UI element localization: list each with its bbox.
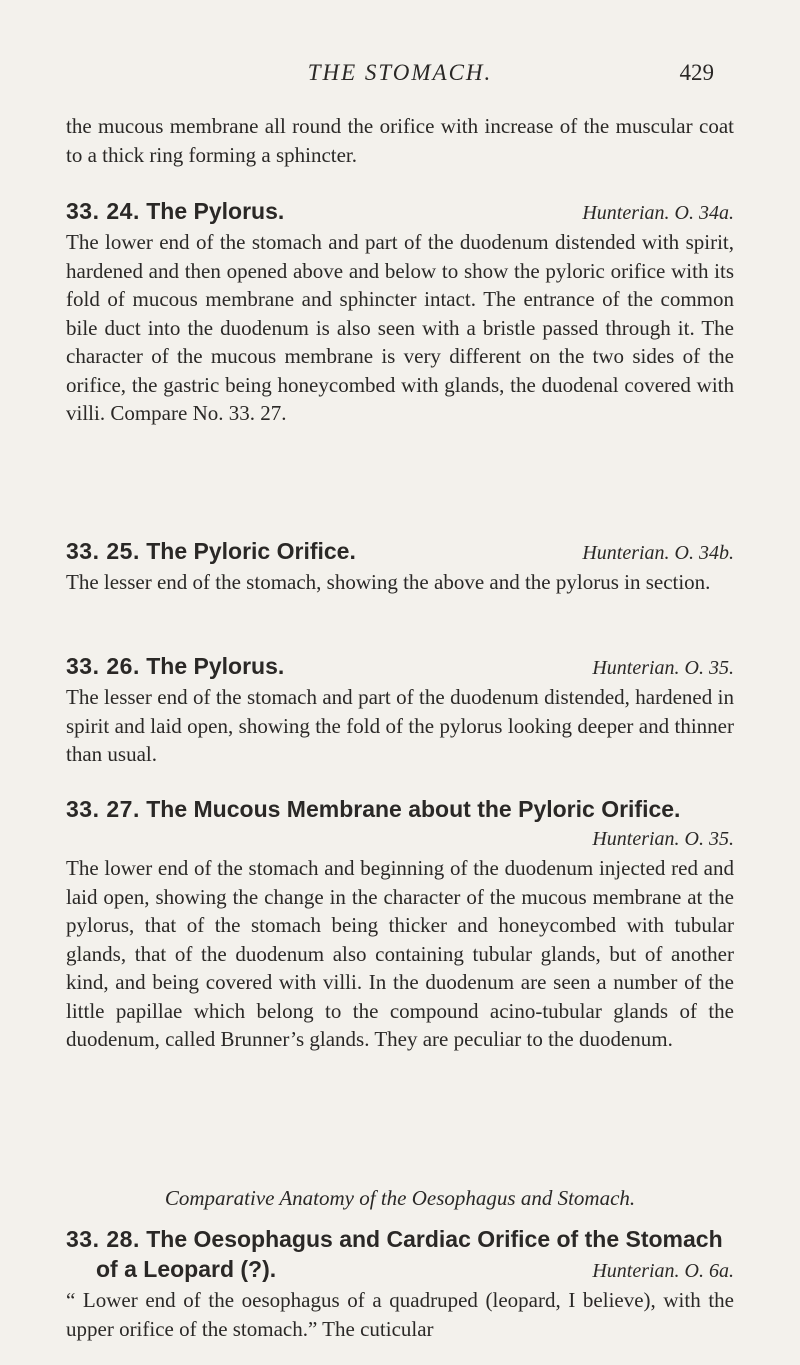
- entry-body: The lower end of the stomach and beginning of the duodenum injected red and laid open, showing the change in the character of the mucous membrane at the pylorus, that of the stomach being thicker and honeycombed with tubular glands, that of the duodenum also containing tubular glands, but of another kind, and being covered with villi. In the duodenum are seen a number of the little papillae which belong to the compound acino-tubular glands of the duodenum, called Brunner’s glands. They are peculiar to the duodenum.: [66, 856, 734, 1051]
- entry-reference: Hunterian. O. 35.: [592, 828, 734, 850]
- entry-number: 33. 24.: [66, 198, 140, 224]
- entry-body: The lesser end of the stomach and part of the duodenum distended, hardened in spirit and laid open, showing the fold of the pylorus looking deeper and thinner than usual.: [66, 685, 734, 766]
- entry-title: The Oesophagus and Cardiac Orifice of the Stomach: [146, 1226, 723, 1252]
- entry-heading: [66, 651, 734, 683]
- entry-heading: [66, 536, 734, 568]
- entry-body: “ Lower end of the oesophagus of a quadruped (leopard, I believe), with the upper orifice of the stomach.” The cuticular: [66, 1288, 734, 1341]
- entry-title: The Pylorus.: [146, 198, 285, 224]
- entry-reference: Hunterian. O. 34a.: [582, 202, 734, 224]
- intro-paragraph: [66, 112, 734, 169]
- entry-body: The lesser end of the stomach, showing the above and the pylorus in section.: [66, 570, 711, 594]
- catalogue-entry-33-24: [66, 196, 734, 428]
- entry-heading: [66, 794, 734, 854]
- entry-heading: [66, 1224, 734, 1254]
- entry-number: 33. 28.: [66, 1226, 140, 1252]
- entry-reference: Hunterian. O. 35.: [592, 657, 734, 679]
- entry-title-continued: of a Leopard (?).: [96, 1256, 277, 1282]
- section-heading: Comparative Anatomy of the Oesophagus and Stomach.: [164, 1186, 636, 1210]
- entry-heading: [66, 196, 734, 228]
- entry-number: 33. 26.: [66, 653, 140, 679]
- catalogue-entry-33-25: [66, 536, 734, 597]
- entry-body: The lower end of the stomach and part of the duodenum distended with spirit, hardened and then opened above and below to show the pyloric orifice with its fold of mucous membrane and sphincter intact. The entrance of the common bile duct into the duodenum is also seen with a bristle passed through it. The character of the mucous membrane is very different on the two sides of the orifice, the gastric being honeycombed with glands, the duodenal covered with villi. Compare No. 33. 27.: [66, 230, 734, 425]
- entry-reference: Hunterian. O. 34b.: [582, 542, 734, 564]
- entry-number: 33. 27.: [66, 796, 140, 822]
- page-header: [0, 60, 800, 92]
- entry-title: The Pyloric Orifice.: [146, 538, 356, 564]
- intro-text: the mucous membrane all round the orifice with increase of the muscular coat to a thick ring forming a sphincter.: [66, 114, 734, 167]
- catalogue-entry-33-28: [66, 1224, 734, 1343]
- entry-title: The Mucous Membrane about the Pyloric Orifice.: [146, 796, 681, 822]
- catalogue-entry-33-27: [66, 794, 734, 1054]
- catalogue-entry-33-26: [66, 651, 734, 769]
- running-title: THE STOMACH.: [307, 60, 493, 85]
- entry-heading-continued: [66, 1254, 734, 1286]
- section-heading-block: [66, 1184, 734, 1213]
- entry-title: The Pylorus.: [146, 653, 285, 679]
- entry-number: 33. 25.: [66, 538, 140, 564]
- entry-reference: Hunterian. O. 6a.: [592, 1260, 734, 1282]
- page-number: 429: [679, 60, 714, 85]
